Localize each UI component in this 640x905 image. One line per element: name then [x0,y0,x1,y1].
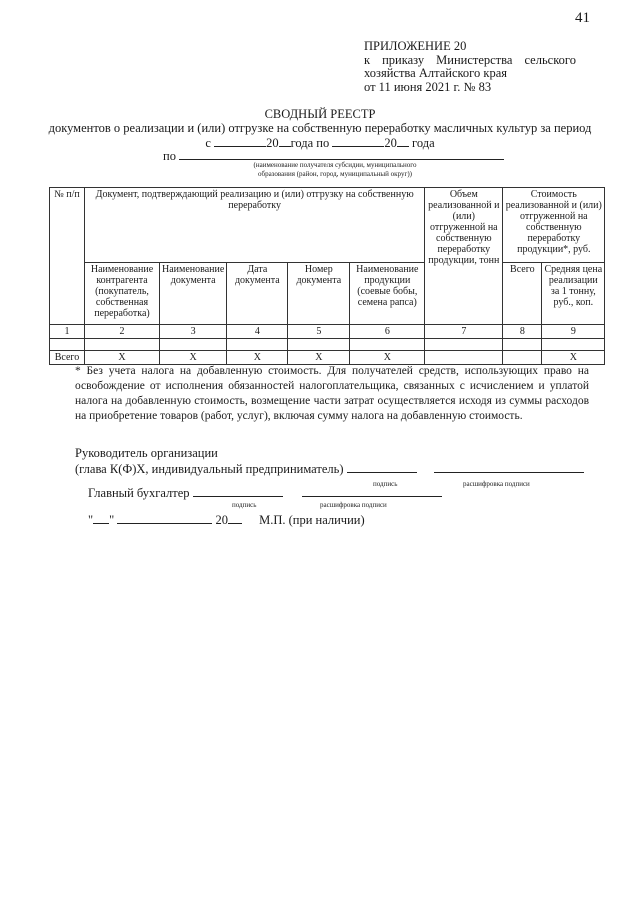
head-signature-block [75,446,584,486]
header-volume: Объем реализованной и (или) отгруженной на собственную переработку продукции, тонн [425,188,503,325]
period-end-year-blank[interactable] [397,135,409,147]
header-document-number: Номер документа [288,263,350,325]
head-signature-caption: подпись [373,480,398,488]
column-number-row: 1 2 3 4 5 6 7 8 9 [50,325,605,339]
table-row [50,339,605,351]
recipient-caption: (наименование получателя субсидии, муниципального образования (район, город, муниципальный округ)) [253,161,417,178]
header-product: Наименование продукции (соевые бобы, семена рапса) [350,263,425,325]
head-title: Руководитель организации [75,446,218,460]
stamp-label: М.П. (при наличии) [259,513,365,527]
accountant-signature-blank[interactable] [193,485,283,497]
recipient-row: по [163,148,504,164]
recipient-blank[interactable] [179,148,504,160]
registry-table [49,187,605,365]
annex-ministry-line: хозяйства Алтайского края [364,66,507,80]
head-subtitle: (глава К(Ф)Х, индивидуальный предприниматель) [75,462,344,476]
head-decoding-caption: расшифровка подписи [463,480,530,488]
header-document-name: Наименование документа [160,263,227,325]
document-title [0,108,640,151]
header-document: Документ, подтверждающий реализацию и (или) отгрузку на собственную переработку [85,188,425,263]
head-signature-blank[interactable] [347,461,417,473]
header-document-date: Дата документа [227,263,288,325]
date-month-blank[interactable] [117,512,212,524]
period-start-blank[interactable] [214,135,266,147]
annex-order-line: к приказу Министерства сельского [364,52,576,67]
accountant-title: Главный бухгалтер [88,486,190,500]
period-start-year-blank[interactable] [279,135,291,147]
header-counterparty: Наименование контрагента (покупатель, собственная переработка) [85,263,160,325]
date-year-blank[interactable] [228,512,242,524]
footnote: * Без учета налога на добавленную стоимость. Для получателей средств, использующих право на освобождение от исполнения обязанностей налогоплательщика, связанных с исчислением и уплатой налога на добавленную стоимость, возмещение части затрат осуществляется исходя из суммы расходов на приобретение товаров (работ, услуг), включая сумму налога на добавленную стоимость. [75,365,589,422]
header-cost-total: Всего [503,263,542,325]
annex-title: ПРИЛОЖЕНИЕ 20 [364,39,467,53]
title-main: СВОДНЫЙ РЕЕСТР [264,107,376,121]
accountant-decoding-blank[interactable] [302,485,442,497]
head-decoding-blank[interactable] [434,461,584,473]
annex-date-line: от 11 июня 2021 г. № 83 [364,79,492,94]
date-stamp-row: " " 20 М.П. (при наличии) [88,513,365,527]
annex-header [364,40,576,94]
header-cost: Стоимость реализованной и (или) отгруженной на собственную переработку продукции*, руб. [503,188,605,263]
header-average-price: Средняя цена реализации за 1 тонну, руб., коп. [542,263,605,325]
title-period: с 20 года по 20 года [205,136,435,150]
page-number: 41 [575,10,590,26]
total-row: Всего Х Х Х Х Х Х [50,351,605,365]
accountant-decoding-caption: расшифровка подписи [320,501,387,509]
header-number: № п/п [50,188,85,325]
accountant-signature-caption: подпись [232,501,257,509]
accountant-signature-block [88,485,442,510]
title-subtitle: документов о реализации и (или) отгрузке на собственную переработку масличных культур за период [48,120,592,135]
period-end-blank[interactable] [332,135,384,147]
date-day-blank[interactable] [93,512,109,524]
